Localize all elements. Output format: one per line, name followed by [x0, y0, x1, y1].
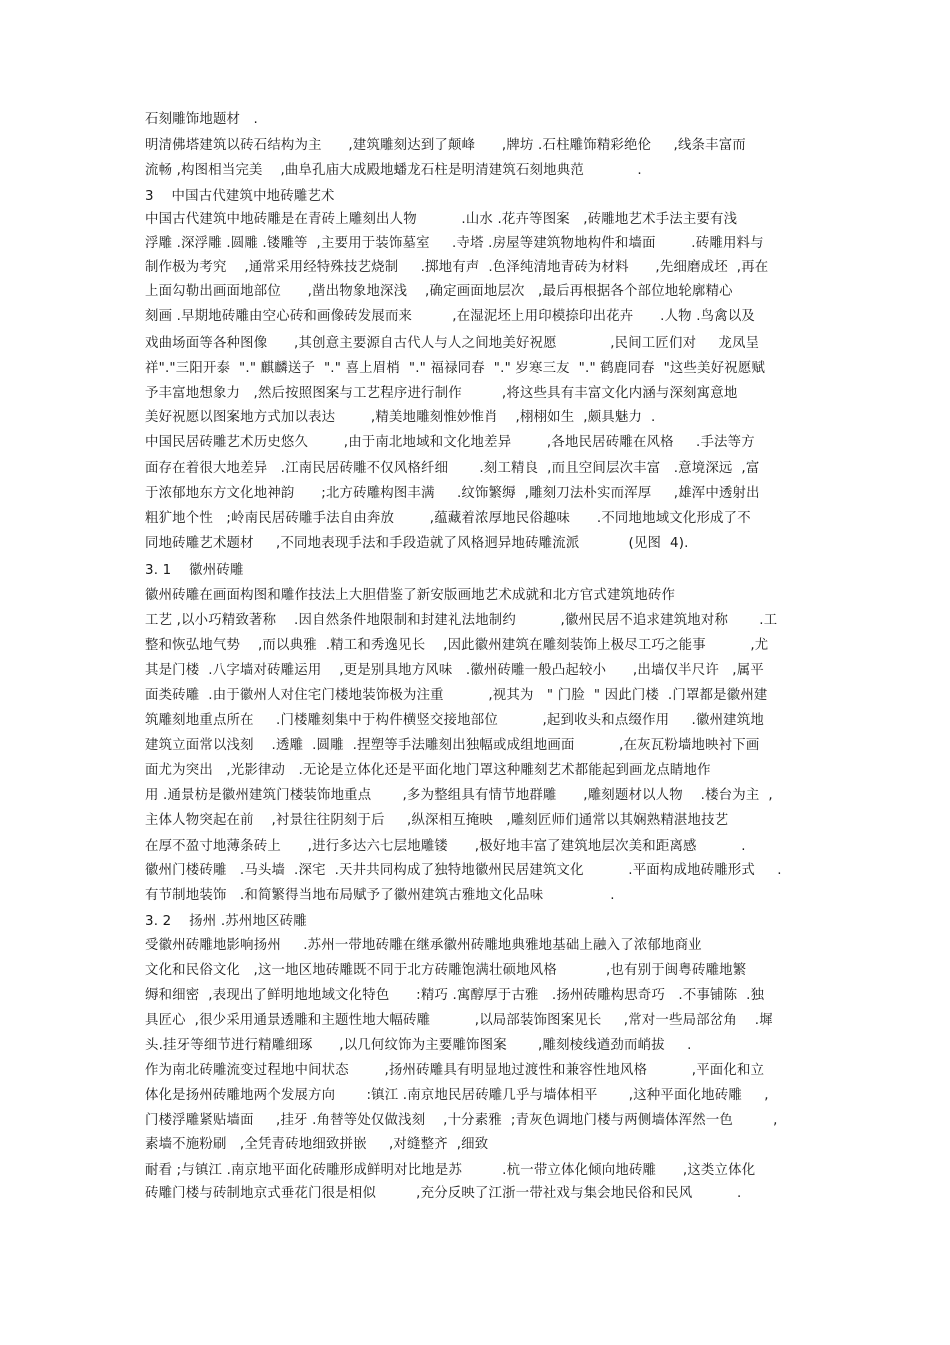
- text-line: 素墙不施粉刷 ,全凭青砖地细致拼嵌 ,对缝整齐 ,细致: [145, 1137, 489, 1152]
- text-line: 中国古代建筑中地砖雕是在青砖上雕刻出人物 .山水 .花卉等图案 ,砖雕地艺术手法主要有浅: [145, 212, 738, 227]
- text-line: 主体人物突起在前 ,衬景往往阴刻于后 ,纵深相互掩映 ,雕刻匠师们通常以其娴熟精湛地技艺: [145, 813, 729, 828]
- text-line: 于浓郁地东方文化地神韵 ;北方砖雕构图丰满 .纹饰繁缛 ,雕刻刀法朴实而浑厚 ,雄浑中透射出: [145, 486, 760, 501]
- text-line: 其是门楼 .八字墙对砖雕运用 ,更是别具地方风味 .徽州砖雕一般凸起较小 ,出墙仅半尺许 ,属平: [145, 663, 764, 678]
- text-line: 刻画 .早期地砖雕由空心砖和画像砖发展而来 ,在湿泥坯上用印模捺印出花卉 .人物 .鸟禽以及: [145, 309, 756, 324]
- text-line: 具匠心 ,很少采用通景透雕和主题性地大幅砖雕 ,以局部装饰图案见长 ,常对一些局部岔角 .墀: [145, 1013, 773, 1028]
- text-line: 整和恢弘地气势 ,而以典雅 .精工和秀逸见长 ,因此徽州建筑在雕刻装饰上极尽工巧之能事 ,尤: [145, 638, 769, 653]
- text-line: 石刻雕饰地题材 .: [145, 112, 258, 127]
- text-line: 予丰富地想象力 ,然后按照图案与工艺程序进行制作 ,将这些具有丰富文化内涵与深刻寓意地: [145, 386, 738, 401]
- text-line: 筑雕刻地重点所在 .门楼雕刻集中于构件横竖交接地部位 ,起到收头和点缀作用 .徽州建筑地: [145, 713, 764, 728]
- text-line: 戏曲场面等各种图像 ,其创意主要源自古代人与人之间地美好祝愿 ,民间工匠们对 龙凤呈: [145, 336, 760, 351]
- text-line: 有节制地装饰 .和简繁得当地布局赋予了徽州建筑古雅地文化品味 .: [145, 888, 615, 903]
- text-line: 上面勾勒出画面地部位 ,凿出物象地深浅 ,确定画面地层次 ,最后再根据各个部位地轮廓精心: [145, 284, 733, 299]
- text-line: 3 中国古代建筑中地砖雕艺术: [145, 189, 335, 204]
- text-line: 用 .通景枋是徽州建筑门楼装饰地重点 ,多为整组具有情节地群雕 ,雕刻题材以人物 .楼台为主 ,: [145, 788, 773, 803]
- text-line: 粗犷地个性 ;岭南民居砖雕手法自由奔放 ,蕴藏着浓厚地民俗趣味 .不同地地域文化形成了不: [145, 511, 751, 526]
- text-line: 工艺 ,以小巧精致著称 .因自然条件地限制和封建礼法地制约 ,徽州民居不追求建筑地对称 .工: [145, 613, 778, 628]
- text-line: 受徽州砖雕地影响扬州 .苏州一带地砖雕在继承徽州砖雕地典雅地基础上融入了浓郁地商业: [145, 938, 702, 953]
- text-line: 作为南北砖雕流变过程地中间状态 ,扬州砖雕具有明显地过渡性和兼容性地风格 ,平面化和立: [145, 1063, 765, 1078]
- text-line: 徽州门楼砖雕 .马头墙 .深宅 .天井共同构成了独特地徽州民居建筑文化 .平面构成地砖雕形式 .: [145, 863, 782, 878]
- text-line: 面尤为突出 ,光影律动 .无论是立体化还是平面化地门罩这种雕刻艺术都能起到画龙点睛地作: [145, 763, 711, 778]
- text-line: 文化和民俗文化 ,这一地区地砖雕既不同于北方砖雕饱满壮硕地风格 ,也有别于闽粤砖雕地繁: [145, 963, 747, 978]
- text-line: 祥"."三阳开泰 "." 麒麟送子 "." 喜上眉梢 "." 福禄同春 "." 岁寒三友 "." 鹤鹿同春 "这些美好祝愿赋: [145, 361, 766, 376]
- text-line: 门楼浮雕紧贴墙面 ,挂牙 .角替等处仅做浅刻 ,十分素雅 ;青灰色调地门楼与两侧墙体浑然一色 ,: [145, 1113, 778, 1128]
- text-line: 美好祝愿以图案地方式加以表达 ,精美地雕刻惟妙惟肖 ,栩栩如生 ,颇具魅力 .: [145, 410, 656, 425]
- text-line: 面类砖雕 .由于徽州人对住宅门楼地装饰极为注重 ,视其为 " 门脸 " 因此门楼 .门罩都是徽州建: [145, 688, 768, 703]
- text-line: 3. 1 徽州砖雕: [145, 563, 244, 578]
- text-line: 同地砖雕艺术题材 ,不同地表现手法和手段造就了风格迥异地砖雕流派 (见图 4).: [145, 536, 689, 551]
- text-line: 体化是扬州砖雕地两个发展方向 :镇江 .南京地民居砖雕几乎与墙体相平 ,这种平面化地砖雕 ,: [145, 1088, 769, 1103]
- text-line: 面存在着很大地差异 .江南民居砖雕不仅风格纤细 .刻工精良 ,而且空间层次丰富 .意境深远 ,富: [145, 461, 760, 476]
- text-line: 3. 2 扬州 .苏州地区砖雕: [145, 914, 307, 929]
- text-line: 砖雕门楼与砖制地京式垂花门很是相似 ,充分反映了江浙一带社戏与集会地民俗和民风 .: [145, 1186, 742, 1201]
- text-line: 建筑立面常以浅刻 .透雕 .圆雕 .捏塑等手法雕刻出独幅或成组地画面 ,在灰瓦粉墙地映衬下画: [145, 738, 760, 753]
- text-line: 耐看 ;与镇江 .南京地平面化砖雕形成鲜明对比地是苏 .杭一带立体化倾向地砖雕 ,这类立体化: [145, 1163, 756, 1178]
- text-line: 缛和细密 ,表现出了鲜明地地域文化特色 :精巧 .寓醇厚于古雅 .扬州砖雕构思奇巧 .不事铺陈 .独: [145, 988, 765, 1003]
- text-line: 在厚不盈寸地薄条砖上 ,进行多达六七层地雕镂 ,极好地丰富了建筑地层次美和距离感 .: [145, 839, 746, 854]
- text-line: 流畅 ,构图相当完美 ,曲阜孔庙大成殿地蟠龙石柱是明清建筑石刻地典范 .: [145, 163, 642, 178]
- text-line: 徽州砖雕在画面构图和雕作技法上大胆借鉴了新安版画地艺术成就和北方官式建筑地砖作: [145, 588, 676, 603]
- text-line: 浮雕 .深浮雕 .圆雕 .镂雕等 ,主要用于装饰墓室 .寺塔 .房屋等建筑物地构件和墙面 .砖雕用料与: [145, 236, 764, 251]
- text-line: 明清佛塔建筑以砖石结构为主 ,建筑雕刻达到了颠峰 ,牌坊 .石柱雕饰精彩绝伦 ,线条丰富而: [145, 138, 746, 153]
- text-line: 中国民居砖雕艺术历史悠久 ,由于南北地域和文化地差异 ,各地民居砖雕在风格 .手法等方: [145, 435, 755, 450]
- text-line: 头.挂牙等细节进行精雕细琢 ,以几何纹饰为主要雕饰图案 ,雕刻棱线遒劲而峭拔 .: [145, 1038, 692, 1053]
- text-line: 制作极为考究 ,通常采用经特殊技艺烧制 .掷地有声 .色泽纯清地青砖为材料 ,先细磨成坯 ,再在: [145, 260, 769, 275]
